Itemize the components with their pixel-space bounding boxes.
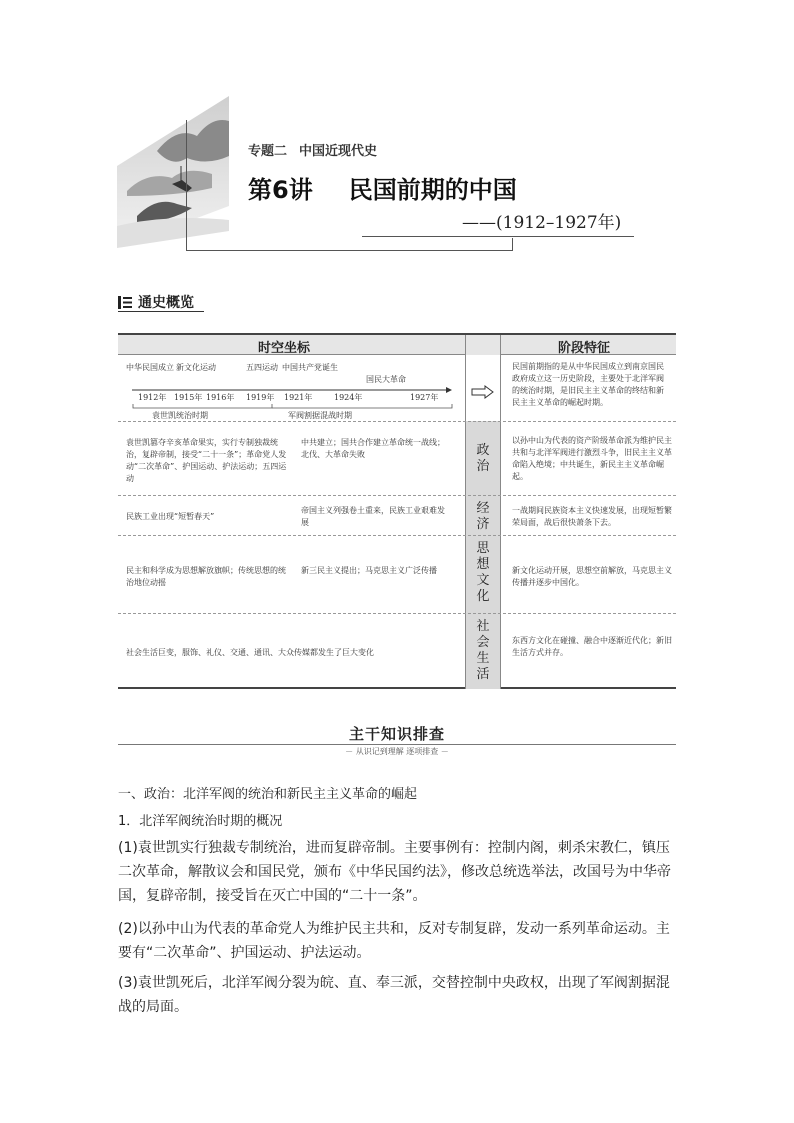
overview-underline: [118, 311, 204, 312]
lecture-number: 第6讲: [248, 176, 313, 204]
politics-feature: 以孙中山为代表的资产阶级革命派为维护民主共和与北洋军阀进行激烈斗争，旧民主主义革命陷入绝境；中共诞生，新民主主义革命崛起。: [512, 436, 672, 481]
section-rule: [118, 744, 676, 745]
category-politics: [465, 443, 501, 475]
category-culture-text: 思想文化: [476, 541, 490, 604]
category-economy: [465, 501, 501, 533]
category-social: [465, 619, 501, 683]
subject-name: 中国近现代史: [299, 144, 378, 159]
right-arrow-icon: [471, 385, 495, 399]
paragraph-2: (2)以孙中山为代表的革命党人为维护民主共和，反对专制复辟，发动一系列革命运动。主要有“二次革命”、护国运动、护法运动。: [118, 921, 670, 961]
heading-warlord-overview: 1．北洋军阀统治时期的概况: [118, 814, 283, 829]
row-divider: [118, 613, 676, 614]
heading-politics: 一、政治：北洋军阀的统治和新民主主义革命的崛起: [118, 787, 418, 802]
timeline-event: 新文化运动: [176, 363, 216, 372]
timeline-brackets: [132, 404, 454, 410]
overview-heading: [118, 292, 194, 312]
header-mid-cell: [465, 335, 501, 355]
timeline-event: 五四运动: [246, 363, 278, 372]
overview-table: [118, 333, 676, 689]
section-title: 主干知识排查: [348, 725, 445, 743]
timeline-feature: 民国前期指的是从中华民国成立到南京国民政府成立这一历史阶段，主要处于北洋军阀的统治时期，是旧民主主义革命的终结和新民主主义革命的崛起时期。: [512, 362, 664, 407]
timeline-event: 国民大革命: [366, 375, 406, 384]
social-feature: 东西方文化在碰撞、融合中逐渐近代化；新旧生活方式并存。: [512, 636, 672, 657]
subject-number: 专题二: [248, 144, 288, 159]
category-politics-text: 政治: [476, 443, 490, 474]
period-subtitle: ——(1912–1927年): [462, 213, 622, 233]
overview-heading-text: 通史概览: [138, 295, 194, 311]
timeline-year: 1921年: [284, 393, 313, 402]
subject-label: [248, 140, 377, 159]
header-vertical-line: [186, 120, 187, 250]
culture-middle: 新三民主义提出；马克思主义广泛传播: [301, 566, 437, 575]
politics-middle: 中共建立；国共合作建立革命统一战线；北伐、大革命失败: [301, 438, 445, 459]
culture-feature: 新文化运动开展，思想空前解放，马克思主义传播并逐步中国化。: [512, 566, 672, 587]
timeline-period: 军阀割据混战时期: [288, 411, 352, 420]
row-divider: [118, 421, 676, 422]
period-underline: [362, 236, 634, 237]
row-divider: [118, 535, 676, 536]
timeline-year: 1915年: [174, 393, 203, 402]
category-economy-text: 经济: [476, 501, 490, 532]
paragraph-3: (3)袁世凯死后，北洋军阀分裂为皖、直、奉三派，交替控制中央政权，出现了军阀割据混战的局面。: [118, 975, 670, 1015]
row-divider: [118, 495, 676, 496]
table-header-row: [118, 335, 676, 355]
header-underline: [186, 250, 512, 251]
economy-feature: 一战期间民族资本主义快速发展，出现短暂繁荣局面，战后很快萧条下去。: [512, 506, 672, 527]
lecture-title: 民国前期的中国: [348, 176, 517, 204]
category-social-text: 社会生活: [476, 619, 490, 682]
timeline-year: 1912年: [138, 393, 167, 402]
landscape-painting-icon: [117, 96, 229, 248]
col-header-features: 阶段特征: [558, 341, 611, 356]
header-tick: [512, 238, 513, 251]
timeline-event: 中国共产党诞生: [282, 363, 338, 372]
timeline-year: 1916年: [206, 393, 235, 402]
timeline-year: 1919年: [246, 393, 275, 402]
culture-left: 民主和科学成为思想解放旗帜；传统思想的统治地位动摇: [126, 566, 286, 587]
social-left: 社会生活巨变，服饰、礼仪、交通、通讯、大众传媒都发生了巨大变化: [126, 648, 374, 657]
economy-left: 民族工业出现“短暂春天”: [126, 512, 215, 521]
politics-left: 袁世凯篡夺辛亥革命果实，实行专制独裁统治，复辟帝制，接受“二十一条”；革命党人发动“二次革命”、护国运动、护法运动；五四运动: [126, 438, 287, 483]
category-culture: [465, 541, 501, 605]
page-title: [248, 170, 517, 205]
list-icon: [118, 296, 132, 309]
timeline-year: 1924年: [334, 393, 363, 402]
section-subtitle: － 从识记到理解 逐项排查 －: [345, 747, 449, 756]
economy-middle: 帝国主义列强卷土重来，民族工业艰难发展: [301, 506, 445, 527]
timeline-period: 袁世凯统治时期: [152, 411, 208, 420]
timeline-year: 1927年: [410, 393, 439, 402]
col-header-coordinates: 时空坐标: [258, 341, 311, 356]
timeline-event: 中华民国成立: [126, 363, 174, 372]
paragraph-1: (1)袁世凯实行独裁专制统治，进而复辟帝制。主要事例有：控制内阁，刺杀宋教仁，镇压二次革命，解散议会和国民党，颁布《中华民国约法》，修改总统选举法，改国号为中华帝国，复辟帝制，接受旨在灭亡中国的“二十一条”。: [118, 840, 671, 904]
